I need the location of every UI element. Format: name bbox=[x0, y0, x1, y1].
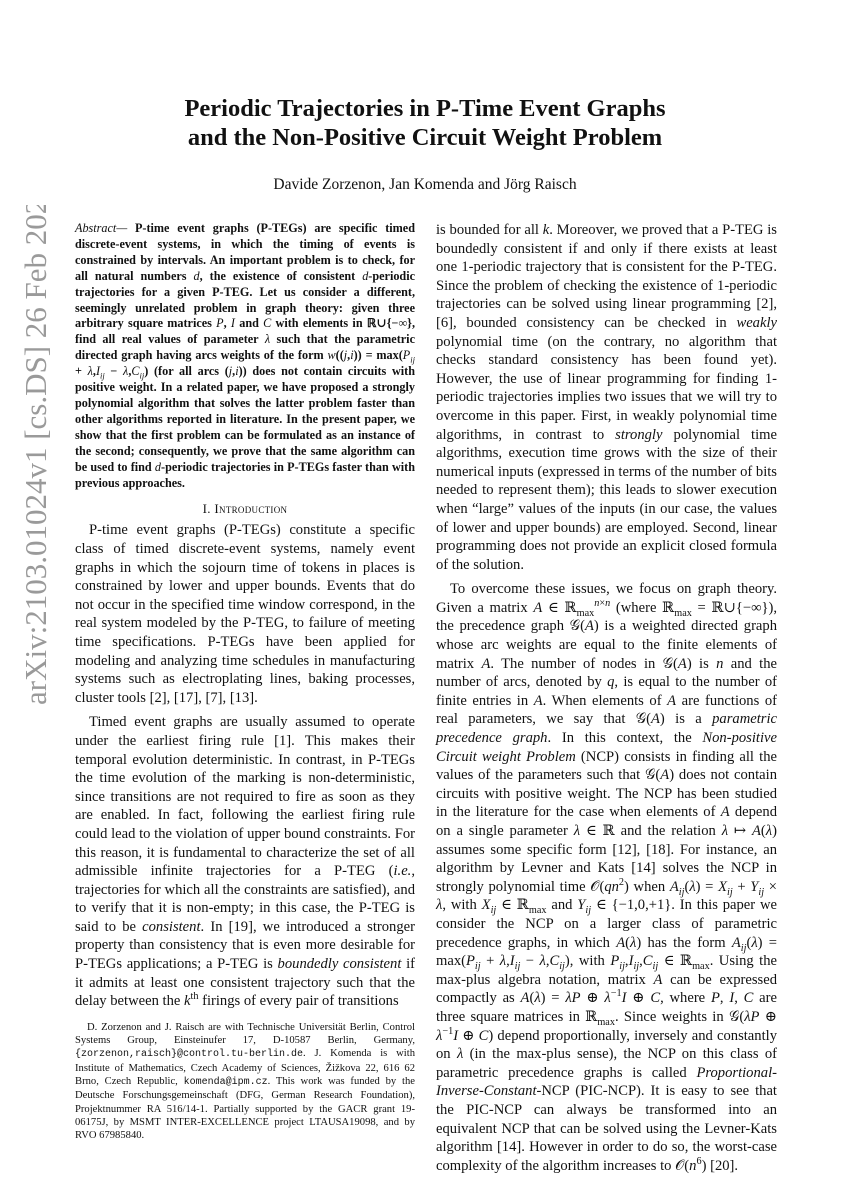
right-column bbox=[436, 221, 777, 1181]
paper-title bbox=[0, 94, 850, 152]
email: komenda@ipm.cz bbox=[183, 1077, 268, 1089]
paragraph: Timed event graphs are usually assumed to operate under the earliest firing rule [1]. This makes their temporal evolution deterministic. In contrast, in P-TEGs the time evolution of the marking is non-deterministic, since transitions are not required to fire as soon as they are enabled. In fact, following the earliest firing rule could lead to the violation of upper bound constraints. For this reason, it is fundamental to characterize the set of all admissible infinite trajectories for a P-TEG (i.e., trajectories for which all the constraints are satisfied), and to verify that it is non-empty; in this case, the P-TEG is said to be consistent. In [19], we introduced a stronger property than consistency that is even more desirable for P-TEGs applications; a P-TEG is boundedly consistent if it admits at least one consistent trajectory such that the delay between the $k^{th}$ firings of every pair of transitions bbox=[75, 714, 415, 1010]
left-column bbox=[75, 221, 415, 1143]
paragraph: is bounded for all k. Moreover, we proved that a P-TEG is boundedly consistent if and only if there exists at least one 1-periodic trajectory that is consistent for the P-TEG. Since the problem of checking the existence of 1-periodic trajectories can be solved using linear programming [2], [6], bounded consistency can be checked in weakly polynomial time (on the contrary, no algorithm that checks standard consistency has been found yet). However, the use of linear programming for finding 1-periodic trajectories implies two issues that we will try to overcome in this paper. First, in weakly polynomial time algorithms, in contrast to strongly polynomial time algorithms, execution time grows with the size of their numerical inputs (expressed in terms of the number of bits needed to represent them); this leads to slower execution when “large” values of the inputs (in our case, the values of lower and upper bounds) are employed. Second, linear programming does not provide an explicit closed formula of the solution. bbox=[436, 222, 777, 573]
paragraph: P-time event graphs (P-TEGs) constitute a specific class of timed discrete-event systems, namely event graphs in which the sojourn time of tokens in places is constrained by lower and upper bounds. Events that do not occur in the specified time window correspond, in the real system modeled by the P-TEG, to failure of meeting time specifications. P-TEGs have been applied for modeling and analyzing time schedules in manufacturing systems such as electroplating lines, baking processes, cluster tools [2], [17], [7], [13]. bbox=[75, 522, 415, 706]
section-heading: I. Introduction bbox=[202, 501, 288, 517]
arxiv-stamp-text: arXiv:2103.01024v1 [cs.DS] 26 Feb 2021 bbox=[18, 205, 53, 705]
email: {zorzenon,raisch}@control.tu-berlin.de bbox=[75, 1049, 304, 1061]
title-line-1: Periodic Trajectories in P-Time Event Graphs bbox=[184, 95, 666, 122]
footnote: D. Zorzenon and J. Raisch are with Technische Universität Berlin, Control Systems Group, Einsteinufer 17, D-10587 Berlin, Germany, {zorzenon,raisch}@control.tu-berlin.de. J. Komenda is with Institute of Mathematics, Czech Academy of Sciences, Žižkova 22, 616 62 Brno, Czech Republic, komenda@ipm.cz. This work was funded by the Deutsche Forschungsgemeinschaft (DFG, German Research Foundation), Projektnummer RA 516/14-1. Partially supported by the GACR grant 19-06175J, by MSMT INTER-EXCELLENCE project LTAUSA19098, and by RVO 67985840. bbox=[75, 1021, 415, 1142]
authors: Davide Zorzenon, Jan Komenda and Jörg Raisch bbox=[273, 176, 577, 193]
arxiv-stamp bbox=[14, 205, 56, 705]
title-line-2: and the Non-Positive Circuit Weight Problem bbox=[187, 124, 663, 151]
abstract-lead: Abstract— bbox=[75, 221, 128, 235]
abstract: Abstract— P-time event graphs (P-TEGs) are specific timed discrete-event systems, in which the timing of events is constrained by intervals. An important problem is to check, for all natural numbers d, the existence of consistent d-periodic trajectories for a given P-TEG. Let us consider a different, seemingly unrelated problem in graph theory: given three arbitrary square matrices P, I and C with elements in ℝ∪{−∞}, find all real values of parameter λ such that the parametric directed graph having arcs weights of the form $w((j,i)) = \max(P_{ij} + \lambda,I_{ij} - \lambda,C_{ij})$ (for all arcs (j,i)) does not contain circuits with positive weight. In a related paper, we have proposed a strongly polynomial algorithm that solves the latter problem faster than other algorithms reported in literature. In the present paper, we show that the first problem can be formulated as an instance of the second; consequently, we prove that the same algorithm can be used to find d-periodic trajectories in P-TEGs faster than with previous approaches. bbox=[75, 221, 416, 490]
paragraph: To overcome these issues, we focus on graph theory. Given a matrix A ∈ ℝ$_{max}^{n\times n}$ (where ℝ$_{max}$ = ℝ∪{−∞}), the precedence graph 𝒢(A) is a weighted directed graph whose arc weights are equal to the finite elements of matrix A. The number of nodes in 𝒢(A) is n and the number of arcs, denoted by q, is equal to the number of finite entries in A. When elements of A are functions of real parameters, we say that 𝒢(A) is a parametric precedence graph. In this context, the Non-positive Circuit weight Problem (NCP) consists in finding all the values of the parameters such that 𝒢(A) does not contain circuits with positive weight. The NCP has been studied in the literature for the case when elements of A depend on a single parameter λ ∈ ℝ and the relation λ ↦ A(λ) assumes some specific form [12], [18]. For instance, an algorithm by Levner and Kats [14] solves the NCP in strongly polynomial time $𝒪(qn^2)$ when $A_{ij}(\lambda) = X_{ij} + Y_{ij} \times \lambda$, with $X_{ij}$ ∈ ℝ$_{max}$ and $Y_{ij}$ ∈ {−1,0,+1}. In this paper we consider the NCP on a larger class of parametric precedence graphs, in which A(λ) has the form $A_{ij}(\lambda) = \max(P_{ij} + \lambda,I_{ij} - \lambda,C_{ij})$, with $P_{ij},I_{ij},C_{ij}$ ∈ ℝ$_{max}$. Using the max-plus algebra notation, matrix A can be expressed compactly as A(λ) = λP ⊕ $\lambda^{-1}I$ ⊕ C, where P, I, C are three square matrices in ℝ$_{max}$. Since weights in 𝒢(λP ⊕ $\lambda^{-1}I$ ⊕ C) depend proportionally, inversely and constantly on λ (in the max-plus sense), the NCP on this class of parametric precedence graphs is called Proportional-Inverse-Constant-NCP (PIC-NCP). It is easy to see that the PIC-NCP can always be transformed into an equivalent NCP that can be solved using the Levner-Kats algorithm [14]. However in order to do so, the worst-case complexity of the algorithm increases to $𝒪(n^6)$ [20]. bbox=[436, 581, 778, 1174]
